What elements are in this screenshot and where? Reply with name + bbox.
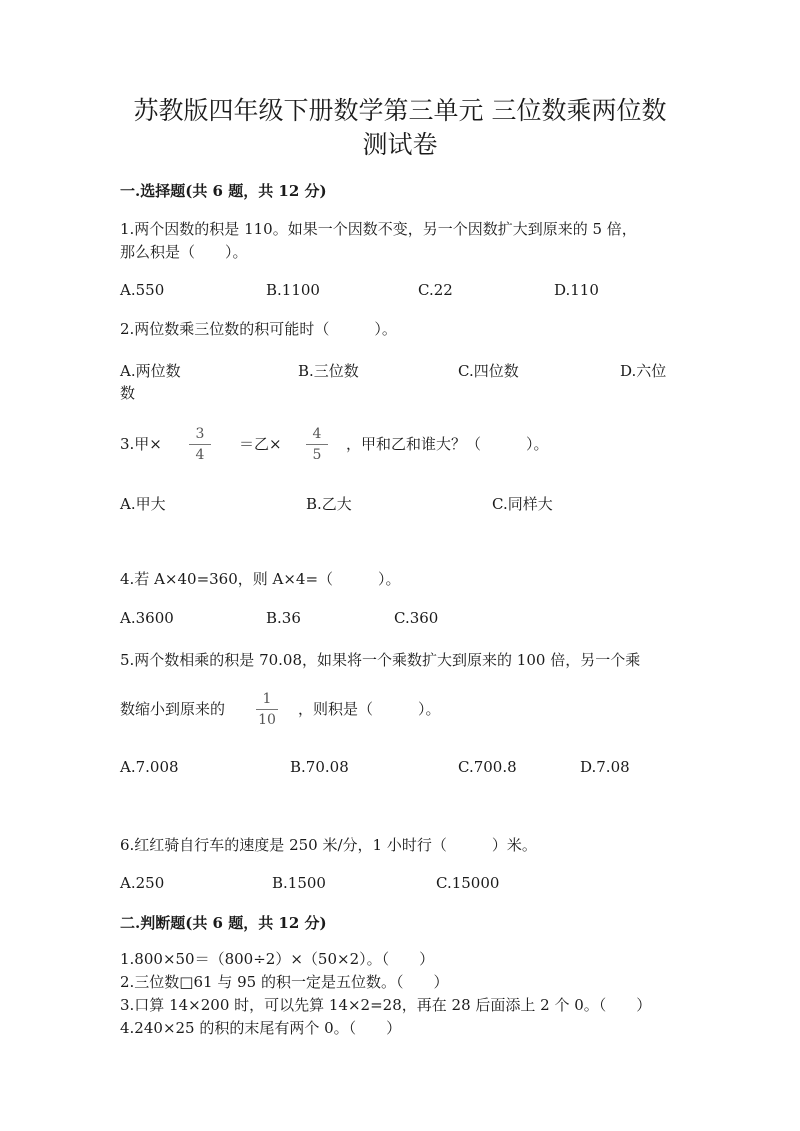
question-2-option-d-wrap: 数 (120, 384, 136, 402)
question-2-option-c[interactable]: C.四位数 (458, 362, 519, 380)
question-4-option-b[interactable]: B.36 (266, 609, 301, 627)
question-5-line-1: 5.两个数相乘的积是 70.08，如果将一个乘数扩大到原来的 100 倍，另一个乘 (120, 651, 641, 669)
question-5-line-2-prefix: 数缩小到原来的 (120, 700, 226, 718)
question-5-option-b[interactable]: B.70.08 (290, 758, 349, 776)
question-5-option-a[interactable]: A.7.008 (120, 758, 179, 776)
question-1-line-1: 1.两个因数的积是 110。如果一个因数不变，另一个因数扩大到原来的 5 倍， (120, 220, 637, 238)
question-4-option-c[interactable]: C.360 (394, 609, 439, 627)
section-heading-judgement: 二.判断题(共 6 题，共 12 分) (120, 914, 327, 932)
question-4-option-a[interactable]: A.3600 (120, 609, 174, 627)
question-2-option-b[interactable]: B.三位数 (298, 362, 359, 380)
page-title-line-2: 测试卷 (362, 130, 438, 159)
question-3-option-b[interactable]: B.乙大 (306, 495, 352, 513)
fraction-bar (306, 444, 328, 445)
question-6-option-b[interactable]: B.1500 (272, 874, 326, 892)
judgement-item-3: 3.口算 14×200 时，可以先算 14×2=28，再在 28 后面添上 2 个 0。（ ） (120, 996, 652, 1014)
question-6-option-c[interactable]: C.15000 (436, 874, 500, 892)
question-1-line-2: 那么积是（ ）。 (120, 243, 248, 261)
question-5-option-c[interactable]: C.700.8 (458, 758, 517, 776)
question-4-text: 4.若 A×40=360，则 A×4=（ ）。 (120, 570, 401, 588)
question-3-middle: ＝乙× (239, 435, 282, 453)
question-1-option-a[interactable]: A.550 (120, 281, 165, 299)
judgement-item-1: 1.800×50＝（800÷2）×（50×2）。（ ） (120, 950, 435, 968)
question-3-prefix: 3.甲× (120, 435, 162, 453)
section-heading-choice: 一.选择题(共 6 题，共 12 分) (120, 182, 327, 200)
question-3-fraction-1 (185, 426, 215, 463)
question-3-fraction-2 (302, 426, 332, 463)
question-2-option-a[interactable]: A.两位数 (120, 362, 181, 380)
question-1-option-b[interactable]: B.1100 (266, 281, 320, 299)
question-5-line-2-suffix: ，则积是（ ）。 (298, 700, 441, 718)
question-5-option-d[interactable]: D.7.08 (580, 758, 630, 776)
fraction-bar (189, 444, 211, 445)
question-2-text: 2.两位数乘三位数的积可能时（ ）。 (120, 320, 397, 338)
fraction-denominator: 4 (195, 447, 205, 463)
question-6-option-a[interactable]: A.250 (120, 874, 165, 892)
question-3-option-a[interactable]: A.甲大 (120, 495, 166, 513)
fraction-numerator: 4 (312, 426, 322, 442)
fraction-numerator: 1 (262, 691, 272, 707)
question-3-option-c[interactable]: C.同样大 (492, 495, 553, 513)
question-6-text: 6.红红骑自行车的速度是 250 米/分，1 小时行（ ）米。 (120, 836, 537, 854)
question-2-option-d[interactable]: D.六位 (620, 362, 667, 380)
judgement-item-4: 4.240×25 的积的末尾有两个 0。（ ） (120, 1019, 402, 1037)
question-3-suffix: ，甲和乙和谁大？（ ）。 (346, 435, 549, 453)
question-1-option-c[interactable]: C.22 (418, 281, 453, 299)
question-5-fraction (252, 691, 282, 728)
judgement-item-2: 2.三位数□61 与 95 的积一定是五位数。（ ） (120, 973, 449, 991)
fraction-bar (256, 709, 278, 710)
fraction-denominator: 5 (312, 447, 322, 463)
page-title-line-1: 苏教版四年级下册数学第三单元 三位数乘两位数 (133, 96, 667, 125)
fraction-denominator: 10 (258, 712, 276, 728)
fraction-numerator: 3 (195, 426, 205, 442)
question-1-option-d[interactable]: D.110 (554, 281, 599, 299)
